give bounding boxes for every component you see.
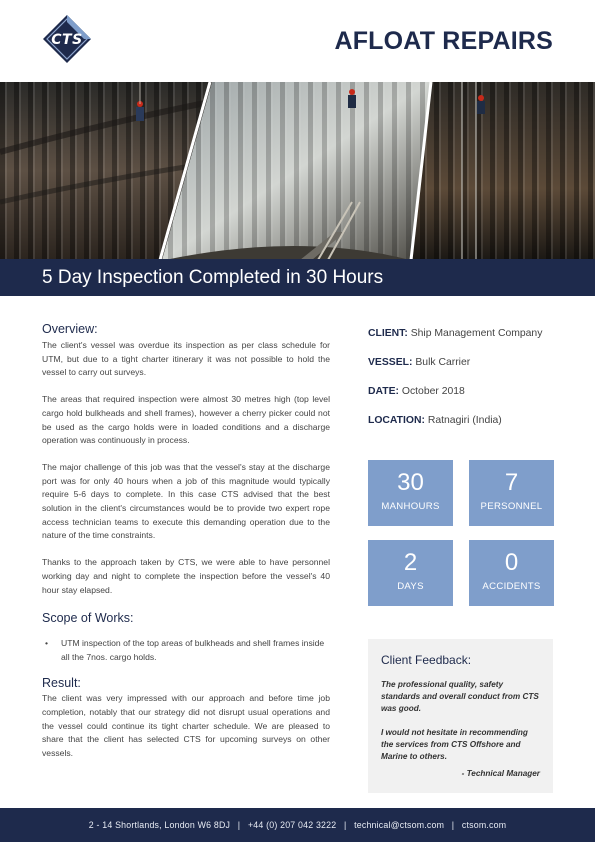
overview-paragraph: The major challenge of this job was that the vessel's stay at the discharge port was for only 40 hours when a job of this magnitude would typically require 5-6 days to complete. In this case CTS advised that the best solution in the client's circumstances would be to provide two expert rope access technician teams to execute this demanding operation due to the nature of the time constraints. [42,461,330,541]
stat-value: 2 [403,549,418,576]
date-label: DATE: [368,386,399,397]
feedback-heading: Client Feedback: [381,653,472,667]
stat-personnel [469,460,554,526]
footer-separator: | [451,820,455,830]
project-info [368,328,568,444]
main-column [42,322,330,761]
footer-phone[interactable]: +44 (0) 207 042 3222 [247,820,337,830]
feedback-quote: The professional quality, safety standards and overall conduct from CTS was good. [381,680,539,713]
technician-figure [477,95,485,114]
overview-paragraph: Thanks to the approach taken by CTS, we were able to have personnel working day and night to complete the inspection before the vessel's 40 hour stay elapsed. [42,557,330,595]
header [0,0,595,82]
footer-email-link[interactable]: technical@ctsom.com [354,820,445,830]
stat-manhours [368,460,453,526]
stat-value: 0 [504,549,519,576]
overview-paragraph: The client's vessel was overdue its inspection as per class schedule for UTM, but due to a tight charter itinerary it was not possible to hold the vessel to carry out surveys. [42,340,330,378]
stat-label: PERSONNEL [480,501,543,512]
stats-grid [368,460,554,606]
page-title: AFLOAT REPAIRS [334,27,553,55]
feedback-quote: I would not hesitate in recommending the services from CTS Offshore and Marine to others. [381,728,528,761]
stat-label: ACCIDENTS [482,581,541,592]
location-label: LOCATION: [368,415,425,426]
logo-text: CTS [51,32,83,48]
stat-value: 7 [504,469,519,496]
vessel-value: Bulk Carrier [415,357,471,368]
case-study-title: 5 Day Inspection Completed in 30 Hours [42,267,384,288]
location-value: Ratnagiri (India) [427,415,502,426]
vessel-label: VESSEL: [368,357,413,368]
footer-address: 2 - 14 Shortlands, London W6 8DJ [88,820,231,830]
result-paragraph: The client was very impressed with our approach and before time job completion, notably that our strategy did not disrupt usual operations and the vessel could continue its tight charter schedule. We are pleased to share that the client has selected CTS for upcoming surveys on other vessels. [42,693,330,759]
scope-heading: Scope of Works: [42,611,134,626]
feedback-signature: - Technical Manager [461,769,540,778]
scope-list [42,637,330,664]
result-heading: Result: [42,676,81,691]
cargo-hold-photo-strip [0,82,595,260]
footer-separator: | [237,820,241,830]
date-value: October 2018 [401,386,465,397]
stat-label: DAYS [397,581,424,592]
cts-logo[interactable] [42,14,92,64]
stat-accidents [469,540,554,606]
technician-figure [348,89,356,108]
list-item: • UTM inspection of the top areas of bulkheads and shell frames inside all the 7nos. cargo holds. [42,637,330,664]
title-band [0,259,595,296]
vessel-row [368,357,568,386]
overview-paragraph: The areas that required inspection were almost 30 metres high (top level cargo hold bulkheads and shell frames), however a cherry picker could not be used as the cargo holds were in loaded conditions and a discharge operation was continuously in process. [42,394,330,446]
footer [0,808,595,842]
client-feedback-box [368,639,553,793]
overview-heading: Overview: [42,322,98,336]
stat-days [368,540,453,606]
client-label: CLIENT: [368,328,408,339]
footer-separator: | [343,820,347,830]
client-value: Ship Management Company [410,328,543,339]
footer-website-link[interactable]: ctsom.com [461,820,507,830]
stat-label: MANHOURS [381,501,440,512]
client-row [368,328,568,357]
stat-value: 30 [397,469,424,496]
date-row [368,386,568,415]
location-row [368,415,568,444]
